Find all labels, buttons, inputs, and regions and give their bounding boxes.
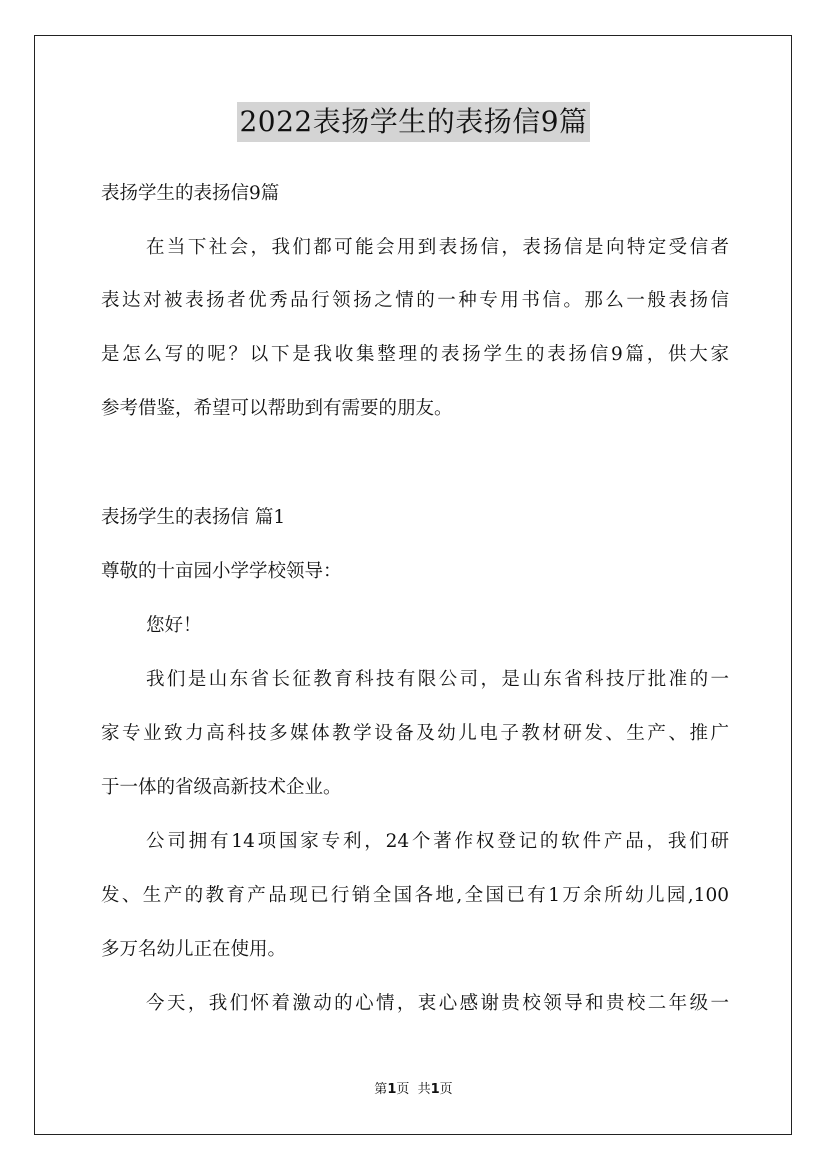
intro-line-4: 参考借鉴，希望可以帮助到有需要的朋友。 — [101, 398, 453, 419]
greeting: 您好！ — [146, 615, 202, 636]
title-container — [0, 102, 827, 142]
intro-line-1: 在当下社会，我们都可能会用到表扬信，表扬信是向特定受信者 — [146, 237, 729, 258]
intro-line-2: 表达对被表扬者优秀品行领扬之情的一种专用书信。那么一般表扬信 — [101, 290, 729, 311]
footer-page-suffix: 页 — [439, 1082, 453, 1097]
para2-line-3: 多万名幼儿正在使用。 — [101, 939, 287, 960]
para1-line-2: 家专业致力高科技多媒体教学设备及幼儿电子教材研发、生产、推广 — [101, 723, 729, 744]
footer-page-mid: 页 共 — [396, 1082, 431, 1097]
intro-line-3: 是怎么写的呢？以下是我收集整理的表扬学生的表扬信9篇，供大家 — [101, 344, 729, 365]
salutation: 尊敬的十亩园小学学校领导： — [101, 561, 342, 582]
page-footer — [0, 1081, 827, 1099]
subtitle: 表扬学生的表扬信9篇 — [101, 183, 280, 204]
footer-page-current: 1 — [387, 1082, 397, 1097]
document-title: 2022表扬学生的表扬信9篇 — [237, 102, 589, 142]
section-heading: 表扬学生的表扬信 篇1 — [101, 507, 286, 528]
para2-line-1: 公司拥有14项国家专利，24个著作权登记的软件产品，我们研 — [146, 831, 729, 852]
para1-line-1: 我们是山东省长征教育科技有限公司，是山东省科技厅批准的一 — [146, 669, 729, 690]
footer-page-prefix: 第 — [374, 1082, 388, 1097]
para3-line-1: 今天，我们怀着激动的心情，衷心感谢贵校领导和贵校二年级一 — [146, 993, 729, 1014]
footer-page-total: 1 — [430, 1082, 440, 1097]
para1-line-3: 于一体的省级高新技术企业。 — [101, 777, 342, 798]
para2-line-2: 发、生产的教育产品现已行销全国各地,全国已有1万余所幼儿园,100 — [101, 885, 729, 906]
